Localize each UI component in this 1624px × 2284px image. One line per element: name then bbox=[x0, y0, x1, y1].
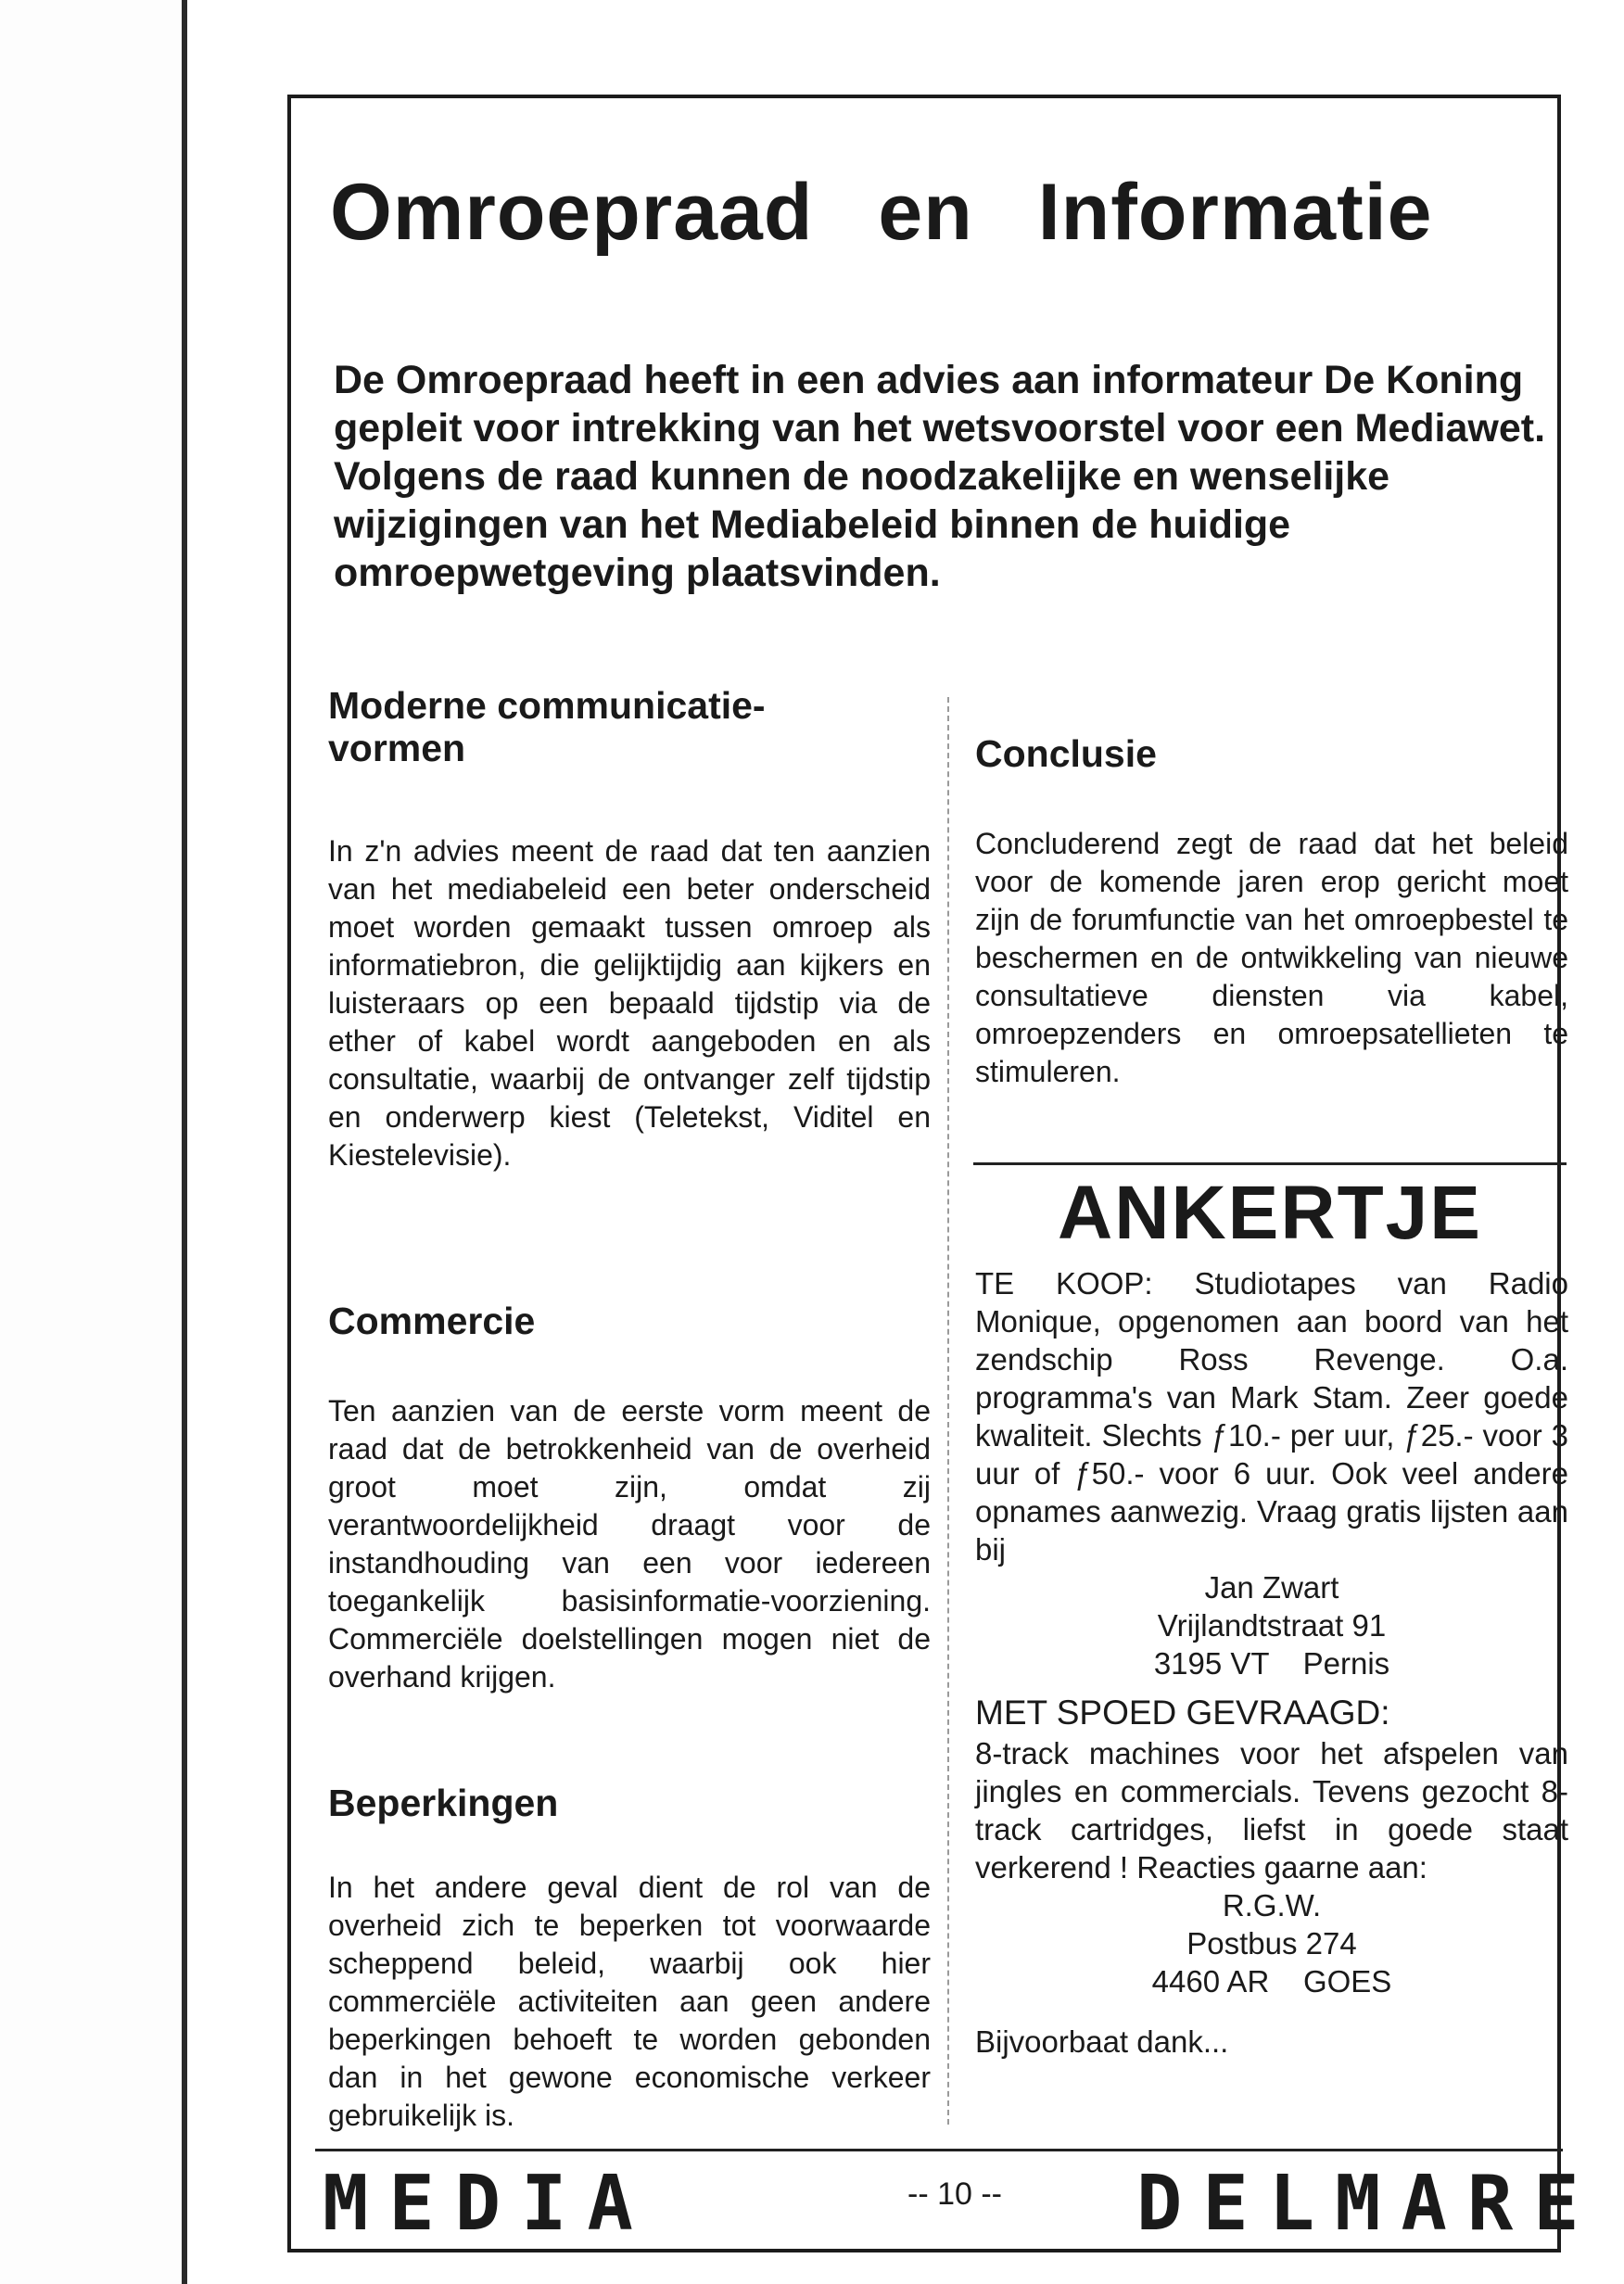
section-moderne bbox=[328, 684, 931, 769]
title-part-1: Omroepraad bbox=[330, 168, 814, 257]
section-body-moderne: In z'n advies meent de raad dat ten aanzien van het mediabeleid een beter onderscheid moet worden gemaakt tussen omroep als informatiebron, die gelijktijdig aan kijkers en luisteraars op een bepaald tijdstip via de ether of kabel wordt aangeboden en als consultatie, waarbij de ontvanger zelf tijdstip en onderwerp kiest (Teletekst, Viditel en Kiestelevisie). bbox=[328, 834, 931, 1172]
section-heading-conclusie: Conclusie bbox=[975, 732, 1157, 775]
section-body-beperkingen: In het andere geval dient de rol van de overheid zich te beperken tot voorwaarde scheppend beleid, waarbij ook hier commerciële activiteiten aan geen andere beperkingen behoeft te worden gebonden dan in het gewone economische verkeer gebruikelijk is. bbox=[328, 1871, 931, 2132]
section-body-conclusie: Concluderend zegt de raad dat het beleid voor de komende jaren erop gericht moet zijn de forumfunctie van het omroepbestel te beschermen en de ontwikkeling van nieuwe consultatieve diensten via kabel, omroepzenders en omroepsatellieten te stimuleren. bbox=[975, 827, 1568, 1088]
ad1-address-line: Jan Zwart bbox=[1204, 1570, 1339, 1605]
ankertje-rule bbox=[973, 1162, 1567, 1165]
section-beperkingen-body-wrap bbox=[328, 1869, 931, 2135]
ad1-address-line: Vrijlandtstraat 91 bbox=[1157, 1608, 1387, 1643]
title-part-2: en bbox=[878, 168, 973, 257]
section-beperkingen bbox=[328, 1782, 931, 1824]
section-conclusie-body-wrap bbox=[975, 825, 1568, 1091]
footer-logo-right: DELMARE bbox=[1136, 2160, 1600, 2248]
lead-paragraph: De Omroepraad heeft in een advies aan informateur De Koning gepleit voor intrekking van het wetsvoorstel voor een Mediawet. Volgens de raad kunnen de noodzakelijke en wenselijke wijzigingen van het Mediabeleid binnen de huidige omroepwetgeving plaatsvinden. bbox=[334, 358, 1546, 595]
ankertje-ads bbox=[975, 1264, 1568, 2061]
ad2-address-line: R.G.W. bbox=[1222, 1888, 1322, 1922]
ankertje-title: ANKERTJE bbox=[1058, 1171, 1482, 1255]
footer-logo-left: MEDIA bbox=[323, 2160, 653, 2248]
ad-te-koop: TE KOOP: Studiotapes van Radio Monique, opgenomen aan boord van het zendschip Ross Revenge. O.a. programma's van Mark Stam. Zeer goede kwaliteit. Slechts ƒ10.- per uur, ƒ25.- voor 3 uur of ƒ50.- voor 6 uur. Ook veel andere opnames aanwezig. Vraag gratis lijsten aan bij bbox=[975, 1266, 1568, 1567]
section-body-commercie: Ten aanzien van de eerste vorm meent de raad dat de betrokkenheid van de overheid groot moet zijn, omdat zij verantwoordelijkheid draagt voor de instandhouding van een voor iedereen toegankelijk basisinformatie-voorziening. Commerciële doelstellingen mogen niet de overhand krijgen. bbox=[328, 1394, 931, 1694]
section-heading-commercie: Commercie bbox=[328, 1300, 536, 1342]
title-part-3: Informatie bbox=[1037, 168, 1433, 257]
section-conclusie bbox=[975, 732, 1568, 775]
section-heading-beperkingen: Beperkingen bbox=[328, 1782, 559, 1824]
ad-closing: Bijvoorbaat dank... bbox=[975, 2024, 1229, 2059]
section-commercie bbox=[328, 1300, 931, 1342]
ad-gevraagd: 8-track machines voor het afspelen van jingles en commercials. Tevens gezocht 8-track cartridges, liefst in goede staat verkerend ! Reacties gaarne aan: bbox=[975, 1736, 1568, 1884]
section-heading-moderne: Moderne communicatie-vormen bbox=[328, 684, 766, 769]
ad2-address-line: 4460 AR GOES bbox=[1151, 1964, 1392, 1998]
ad2-heading: MET SPOED GEVRAAGD: bbox=[975, 1694, 1390, 1732]
column-divider bbox=[947, 697, 949, 2125]
footer-rule bbox=[315, 2149, 1563, 2151]
ad2-address-line: Postbus 274 bbox=[1186, 1926, 1357, 1960]
section-moderne-body-wrap bbox=[328, 832, 931, 1174]
ad1-address-line: 3195 VT Pernis bbox=[1153, 1646, 1390, 1681]
page-title bbox=[330, 167, 1563, 259]
section-commercie-body-wrap bbox=[328, 1392, 931, 1696]
page-number: -- 10 -- bbox=[907, 2176, 1002, 2212]
page-left-edge bbox=[0, 0, 187, 2284]
